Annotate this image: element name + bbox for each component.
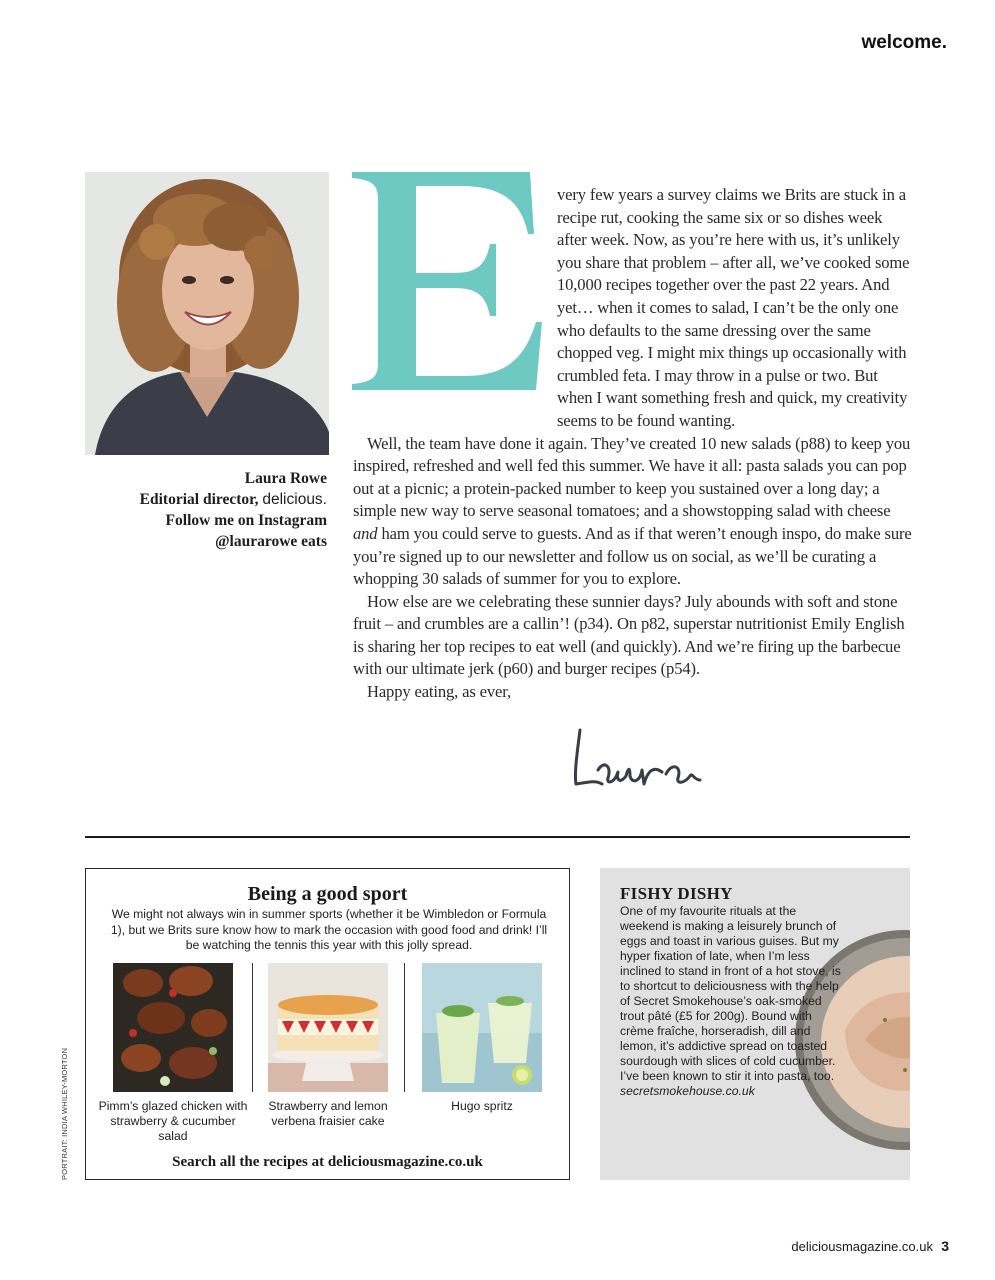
recipe-image-chicken[interactable] — [113, 963, 233, 1092]
recipe-divider — [404, 963, 405, 1092]
fishy-text — [620, 904, 845, 1099]
recipe-caption-cake[interactable]: Strawberry and lemon verbena fraisier cake — [268, 1099, 388, 1128]
photo-credit — [60, 1048, 72, 1180]
recipe-caption-chicken[interactable]: Pimm’s glazed chicken with strawberry & cucumber salad — [98, 1099, 248, 1143]
editor-title-brand: delicious. — [262, 491, 327, 508]
fishy-url[interactable]: secretsmokehouse.co.uk — [620, 1084, 755, 1098]
letter-paragraph-2 — [353, 433, 913, 591]
sport-title: Being a good sport — [247, 883, 408, 905]
footer-url[interactable]: deliciousmagazine.co.uk — [791, 1239, 933, 1254]
letter-paragraph-3: How else are we celebrating these sunnier days? July abounds with soft and stone fruit – and crumbles are a callin’! (p34). On p82, superstar nutritionist Emily English is sharing her top recipes to eat well (and quickly). And we’re firing up the barbecue with our ultimate jerk (p60) and burger recipes (p54). — [353, 591, 905, 679]
sport-panel — [85, 868, 570, 1180]
section-divider — [85, 836, 910, 838]
editor-title-prefix: Editorial director, — [139, 491, 259, 508]
recipe-image-spritz[interactable] — [422, 963, 542, 1092]
instagram-handle[interactable]: @laurarowe eats — [215, 533, 327, 550]
recipe-caption-spritz[interactable]: Hugo spritz — [451, 1099, 513, 1113]
fishy-panel — [600, 868, 910, 1180]
letter-paragraph-1: very few years a survey claims we Brits are stuck in a recipe rut, cooking the same six or so dishes week after week. Now, as you’re here with us, it’s unlikely you share that problem – after all, we’ve cooked some 10,000 recipes together over the past 22 years. And yet… when it comes to salad, I can’t be the only one who defaults to the same dressing over the same chopped veg. I might mix things up occasionally with crumbled feta. I may throw in a pulse or two. But when I want something fresh and quick, my creativity seems to be found wanting. — [557, 185, 910, 430]
signature — [568, 722, 708, 794]
instagram-prompt: Follow me on Instagram — [165, 512, 327, 529]
letter-body — [353, 184, 913, 704]
editor-title — [85, 489, 327, 510]
photo-credit-text: PORTRAIT: INDIA WHILEY-MORTON — [60, 1047, 69, 1180]
page-number: 3 — [941, 1238, 949, 1254]
sport-footer: Search all the recipes at deliciousmagazine.co.uk — [172, 1154, 483, 1170]
letter-paragraph-2b: ham you could serve to guests. And as if that weren’t enough inspo, do make sure you’re signed up to our newsletter and follow us on social, as we’ll be curating a whopping 30 salads of summer for you to explore. — [353, 523, 912, 589]
section-label: welcome. — [861, 32, 947, 53]
drop-cap-space — [353, 184, 557, 410]
letter-paragraph-2-emphasis: and — [353, 523, 378, 543]
letter-paragraph-2a: Well, the team have done it again. They’ve created 10 new salads (p88) to keep you inspired, refreshed and well fed this summer. We have it all: pasta salads you can pop out at a picnic; a protein-packed number to keep you sustained over a long day; a simple new way to serve seasonal tomatoes; and a showstopping salad with cheese — [353, 433, 911, 521]
editor-name: Laura Rowe — [244, 470, 327, 487]
editor-portrait — [85, 172, 329, 455]
recipe-image-cake[interactable] — [268, 963, 388, 1092]
editor-caption — [85, 468, 327, 552]
fishy-body: One of my favourite rituals at the weekend is making a leisurely brunch of eggs and toast in various guises. But my hyper fixation of late, when I’m less inclined to stand in front of a hot stove, is to shortcut to deliciousness with the help of Secret Smokehouse’s oak-smoked trout pâté (£5 for 200g). Bound with crème fraîche, horseradish, dill and lemon, it’s addictive spread on toasted sourdough with slices of cold cucumber. I’ve been known to stir it into pasta, too. — [620, 904, 841, 1083]
sport-intro: We might not always win in summer sports (whether it be Wimbledon or Formula 1), but we Brits sure know how to mark the occasion with good food and drink! I’ll be watching the tennis this year with this jolly spread. — [110, 907, 548, 952]
recipe-divider — [252, 963, 253, 1092]
portrait-illustration — [85, 172, 329, 455]
letter-sign-off: Happy eating, as ever, — [367, 682, 511, 702]
fishy-title: FISHY DISHY — [620, 884, 733, 903]
